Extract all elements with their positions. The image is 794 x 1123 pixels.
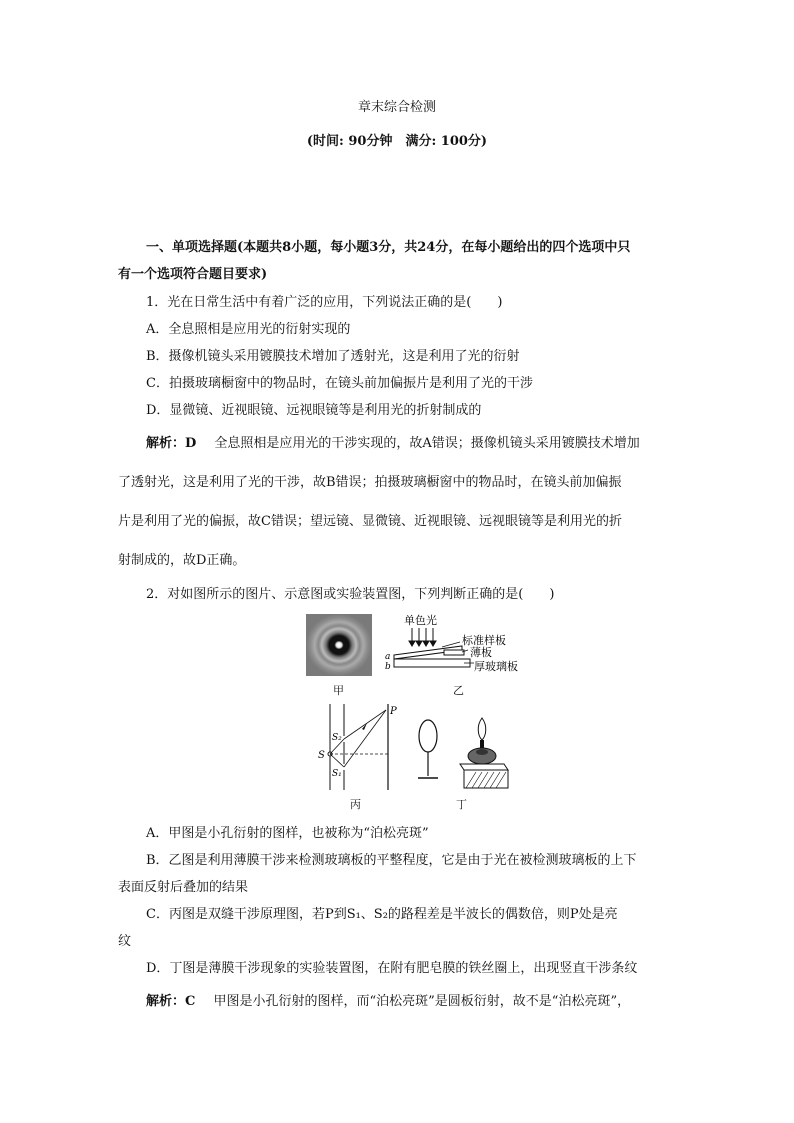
figure-label-ding: 丁	[456, 798, 467, 811]
label-S1: S₁	[332, 769, 342, 779]
figure-label-yi: 乙	[453, 684, 464, 697]
q2-option-a: A．甲图是小孔衍射的图样，也被称为“泊松亮斑”	[146, 826, 429, 841]
q1-option-d: D．显微镜、近视眼镜、远视眼镜等是利用光的折射制成的	[146, 403, 482, 418]
analysis-label: 解析：D	[146, 436, 197, 451]
q1-analysis-line4: 射制成的，故D正确。	[118, 553, 246, 568]
section-heading: 一、单项选择题(本题共8小题，每小题3分，共24分，在每小题给出的四个选项中只	[146, 240, 631, 255]
q1-option-a: A．全息照相是应用光的衍射实现的	[146, 322, 351, 337]
label-b: b	[385, 662, 391, 672]
q2-option-c-cont: 纹	[118, 934, 132, 949]
label-thin-plate: 薄板	[470, 646, 492, 659]
exam-info: (时间: 90分钟 满分: 100分)	[306, 134, 488, 149]
q2-analysis	[146, 990, 706, 1009]
label-standard-plate: 标准样板	[462, 634, 506, 647]
q1-option-c: C．拍摄玻璃橱窗中的物品时，在镜头前加偏振片是利用了光的干涉	[146, 376, 533, 391]
analysis-text: 全息照相是应用光的干涉实现的，故A错误；摄像机镜头采用镀膜技术增加	[214, 436, 640, 451]
q2-option-d: D．丁图是薄膜干涉现象的实验装置图，在附有肥皂膜的铁丝圈上，出现竖直干涉条纹	[146, 961, 638, 976]
figure-yi-thin-film-setup	[382, 612, 522, 682]
analysis-text: 甲图是小孔衍射的图样，而“泊松亮斑”是圆板衍射，故不是“泊松亮斑”，	[213, 994, 631, 1009]
section-heading-cont: 有一个选项符合题目要求)	[118, 267, 268, 282]
figure-bing-double-slit	[310, 702, 400, 792]
q1-analysis-line2: 了透射光，这是利用了光的干涉，故B错误；拍摄玻璃橱窗中的物品时，在镜头前加偏振	[118, 475, 622, 490]
q1-option-b: B．摄像机镜头采用镀膜技术增加了透射光，这是利用了光的衍射	[146, 349, 520, 364]
figure-label-jia: 甲	[333, 684, 344, 697]
q2-option-b-cont: 表面反射后叠加的结果	[118, 880, 249, 895]
figure-jia-diffraction-pattern	[306, 614, 372, 676]
q2-stem: 2．对如图所示的图片、示意图或实验装置图，下列判断正确的是( )	[146, 587, 555, 602]
label-a: a	[385, 652, 391, 662]
figure-label-bing: 丙	[350, 798, 361, 811]
page-title: 章末综合检测	[357, 100, 436, 115]
label-S: S	[318, 750, 325, 761]
q1-analysis-line3: 片是利用了光的偏振，故C错误；望远镜、显微镜、近视眼镜、远视眼镜等是利用光的折	[118, 514, 622, 529]
label-S2: S₂	[332, 733, 342, 743]
q1-stem: 1．光在日常生活中有着广泛的应用，下列说法正确的是( )	[146, 295, 503, 310]
figure-ding-soap-film-setup	[410, 712, 510, 792]
analysis-label: 解析：C	[146, 994, 196, 1009]
q2-option-b: B．乙图是利用薄膜干涉来检测玻璃板的平整程度，它是由于光在被检测玻璃板的上下	[146, 853, 637, 868]
label-mono-light: 单色光	[404, 614, 437, 627]
q2-option-c: C．丙图是双缝干涉原理图，若P到S₁、S₂的路程差是半波长的偶数倍，则P处是亮	[146, 907, 618, 922]
label-thick-glass: 厚玻璃板	[474, 660, 518, 673]
label-P: P	[390, 706, 397, 717]
q1-analysis	[146, 432, 706, 451]
